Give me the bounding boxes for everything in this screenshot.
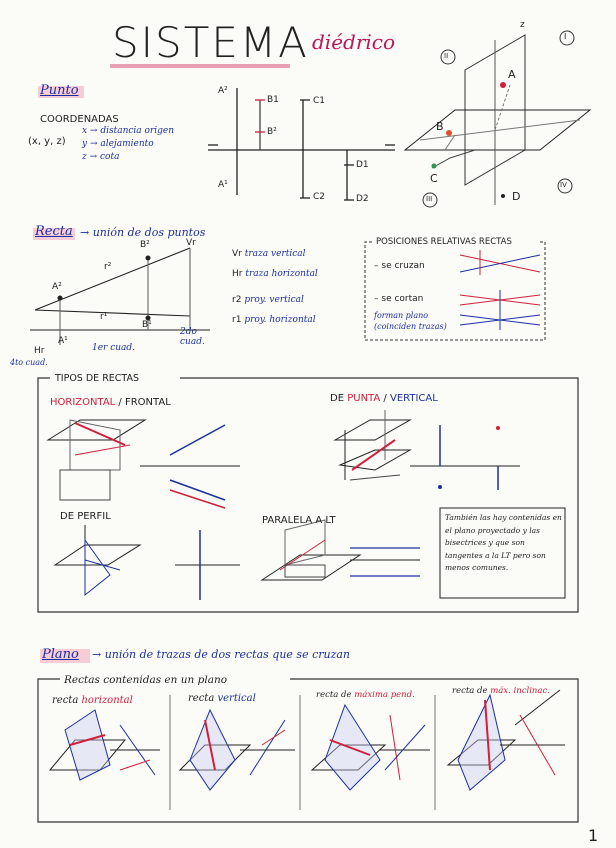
recta-note-cuad1: 1er cuad. bbox=[92, 343, 136, 353]
horizontal-figure bbox=[48, 420, 145, 500]
quadrant-ii: II bbox=[444, 52, 449, 60]
punto-label-d2: D2 bbox=[356, 194, 369, 204]
tipos-horizontal-frontal: HORIZONTAL / FRONTAL bbox=[50, 397, 171, 408]
punto-label-a2: A² bbox=[218, 86, 228, 96]
tipos-note: También las hay contenidas en el plano proyectado y las bisectrices y que son tangentes a la LT pero son menos comunes. bbox=[445, 513, 562, 572]
recta-label-hr: Hr bbox=[34, 346, 45, 356]
posiciones-item-cortan: – se cortan bbox=[374, 294, 424, 304]
frontal-figure bbox=[140, 425, 240, 508]
recta-note-cuad2: 2do cuad. bbox=[180, 327, 205, 347]
plano-item-vertical: recta vertical bbox=[188, 693, 256, 704]
recta-label-vr: Vr bbox=[186, 238, 196, 248]
recta-label-r1: r¹ bbox=[100, 312, 108, 322]
plano-sketch-max-inclin bbox=[448, 690, 565, 790]
punto-label-d1: D1 bbox=[356, 160, 369, 170]
recta-label-a2: A² bbox=[52, 282, 62, 292]
recta-legend-item: Hr traza horizontal bbox=[232, 269, 318, 279]
plano-sketch-max-pend bbox=[312, 705, 430, 790]
recta-note-4to: 4to cuad. bbox=[10, 358, 48, 367]
paralela-proyeccion bbox=[350, 548, 420, 576]
plano-sketch-horizontal bbox=[50, 710, 160, 780]
plano-item-max-pend: recta de máxima pend. bbox=[316, 690, 415, 700]
recta-legend bbox=[232, 244, 318, 330]
punto-label-c2: C2 bbox=[313, 192, 326, 202]
page-number-bottom: 1 bbox=[588, 826, 599, 845]
recta-legend-item: r2 proy. vertical bbox=[232, 295, 304, 305]
recta-label-a1: A¹ bbox=[58, 336, 68, 346]
punto-label-b1: B1 bbox=[267, 95, 279, 105]
coord-tuple: (x, y, z) bbox=[28, 136, 66, 147]
posiciones-note: forman plano (coinciden trazas) bbox=[374, 311, 447, 331]
punto-diagram bbox=[208, 88, 395, 200]
cuadrante-point-c: C bbox=[430, 172, 438, 185]
posiciones-item-cruzan: – se cruzan bbox=[374, 261, 425, 271]
page-title: SISTEMA bbox=[112, 18, 309, 67]
recta-label-r2: r² bbox=[104, 262, 112, 272]
recta-definition: → unión de dos puntos bbox=[80, 226, 206, 239]
tipos-punta: PUNTA bbox=[347, 393, 381, 404]
punto-label-b2: B² bbox=[267, 127, 277, 137]
tipos-perfil: DE PERFIL bbox=[60, 511, 111, 522]
recta-legend-item: Vr traza vertical bbox=[232, 249, 306, 259]
coord-z: z → cota bbox=[82, 152, 120, 162]
coord-title: COORDENADAS bbox=[40, 114, 119, 125]
cuadrante-point-a: A bbox=[508, 68, 516, 81]
page-subtitle: diédrico bbox=[312, 30, 396, 54]
perfil-proyeccion bbox=[175, 530, 240, 600]
punto-label-a1: A¹ bbox=[218, 180, 228, 190]
coord-x: x → distancia origen bbox=[82, 126, 175, 136]
plano-definition: → unión de trazas de dos rectas que se cruzan bbox=[92, 648, 351, 661]
recta-label-b1: B¹ bbox=[142, 320, 152, 330]
plano-item-horizontal: recta horizontal bbox=[52, 695, 133, 706]
page-number-top: I bbox=[564, 32, 567, 41]
recta-heading: Recta bbox=[35, 224, 73, 239]
posiciones-title: POSICIONES RELATIVAS RECTAS bbox=[376, 237, 512, 247]
tipos-horizontal: HORIZONTAL bbox=[50, 397, 116, 408]
plano-heading: Plano bbox=[42, 647, 79, 662]
punto-heading: Punto bbox=[40, 83, 79, 98]
tipos-punta-vertical: DE PUNTA / VERTICAL bbox=[330, 393, 438, 404]
quadrant-iii: III bbox=[426, 195, 433, 203]
plano-sketch-vertical bbox=[180, 710, 295, 790]
punta-figure bbox=[335, 410, 410, 480]
vertical-figure bbox=[410, 425, 520, 490]
tipos-vertical: VERTICAL bbox=[389, 393, 438, 404]
tipos-frontal: FRONTAL bbox=[124, 397, 171, 408]
axis-z: z bbox=[520, 20, 525, 30]
recta-label-b2: B² bbox=[140, 240, 150, 250]
coord-y: y → alejamiento bbox=[82, 139, 154, 149]
paralela-figure bbox=[262, 520, 360, 580]
quadrant-iv: IV bbox=[560, 181, 567, 189]
plano-item-max-inclin: recta de máx. inclinac. bbox=[452, 686, 550, 696]
plano-box-title: Rectas contenidas en un plano bbox=[64, 674, 228, 686]
recta-legend-item: r1 proy. horizontal bbox=[232, 315, 316, 325]
cuadrante-point-b: B bbox=[436, 120, 444, 133]
tipos-title: TIPOS DE RECTAS bbox=[52, 373, 142, 384]
punto-label-c1: C1 bbox=[313, 96, 326, 106]
tipos-paralela: PARALELA A LT bbox=[262, 515, 336, 526]
cuadrante-point-d: D bbox=[512, 190, 521, 203]
perfil-figure bbox=[55, 525, 140, 595]
